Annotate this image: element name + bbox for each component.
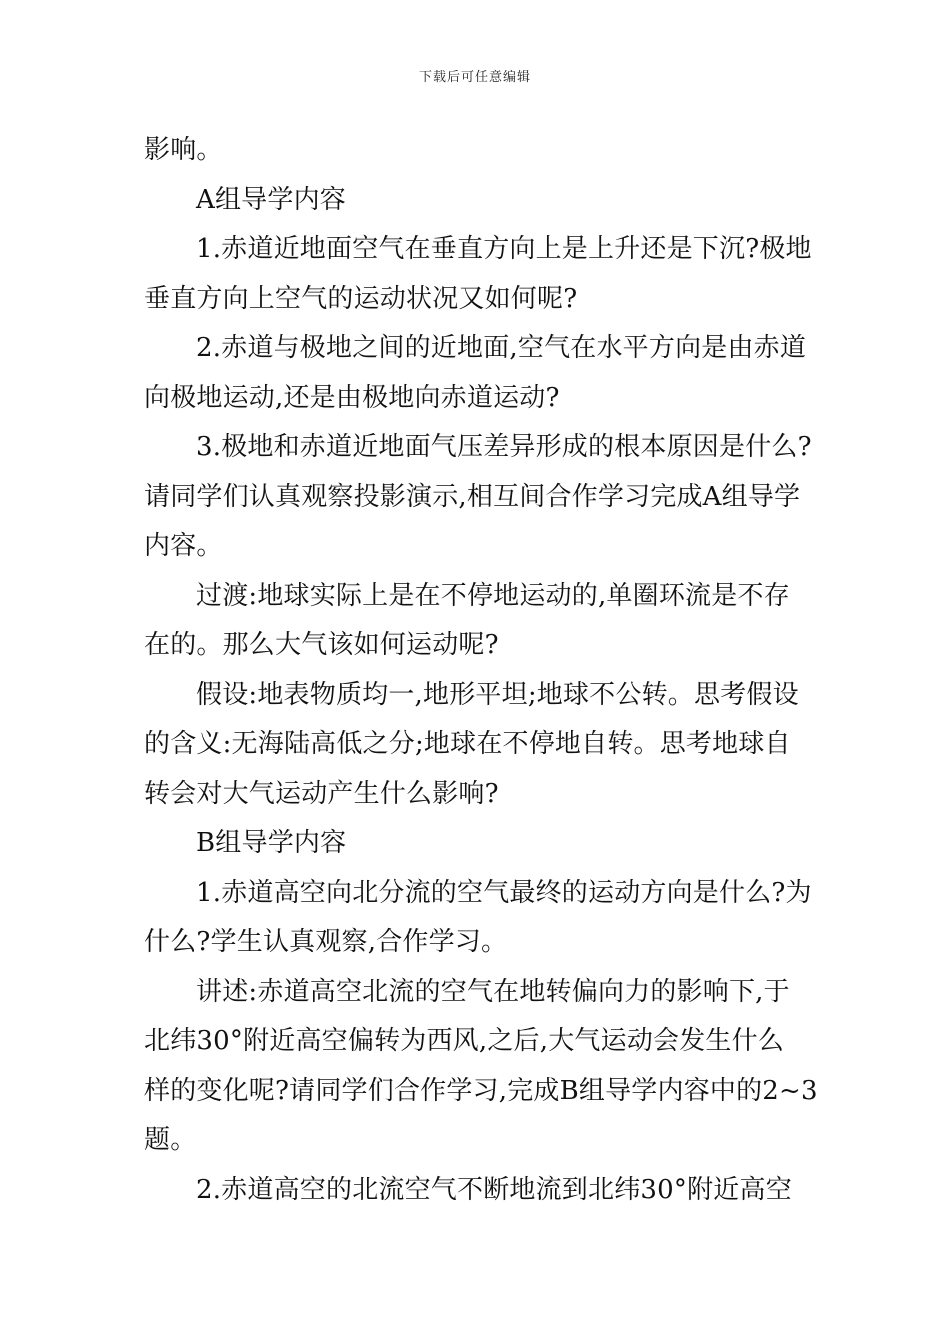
- text-line: B组导学内容: [196, 828, 347, 858]
- text-line: 样的变化呢?请同学们合作学习,完成B组导学内容中的2~3: [144, 1075, 818, 1106]
- text-line: 1.赤道高空向北分流的空气最终的运动方向是什么?为: [196, 877, 812, 908]
- text-line: 讲述:赤道高空北流的空气在地转偏向力的影响下,于: [196, 976, 790, 1007]
- text-line: 内容。: [144, 531, 223, 561]
- text-line: 向极地运动,还是由极地向赤道运动?: [144, 382, 560, 413]
- text-line: 在的。那么大气该如何运动呢?: [144, 630, 499, 660]
- text-line: 3.极地和赤道近地面气压差异形成的根本原因是什么?: [196, 432, 812, 462]
- header-note: 下载后可任意编辑: [418, 70, 531, 85]
- text-line: A组导学内容: [196, 184, 346, 215]
- text-line: 2.赤道与极地之间的近地面,空气在水平方向是由赤道: [196, 333, 807, 363]
- text-line: 1.赤道近地面空气在垂直方向上是上升还是下沉?极地: [196, 234, 812, 264]
- text-line: 过渡:地球实际上是在不停地运动的,单圈环流是不存: [196, 580, 790, 611]
- text-line: 北纬30°附近高空偏转为西风,之后,大气运动会发生什么: [144, 1026, 785, 1056]
- text-line: 2.赤道高空的北流空气不断地流到北纬30°附近高空: [196, 1174, 792, 1205]
- text-line: 的含义:无海陆高低之分;地球在不停地自转。思考地球自: [144, 729, 791, 759]
- text-line: 垂直方向上空气的运动状况又如何呢?: [144, 283, 578, 314]
- text-line: 请同学们认真观察投影演示,相互间合作学习完成A组导学: [144, 481, 801, 512]
- text-line: 转会对大气运动产生什么影响?: [144, 778, 499, 809]
- text-line: 假设:地表物质均一,地形平坦;地球不公转。思考假设: [196, 679, 799, 710]
- document-body: [144, 126, 818, 1215]
- text-line: 什么?学生认真观察,合作学习。: [144, 927, 508, 957]
- text-line: 影响。: [144, 135, 223, 165]
- text-line: 题。: [144, 1125, 197, 1155]
